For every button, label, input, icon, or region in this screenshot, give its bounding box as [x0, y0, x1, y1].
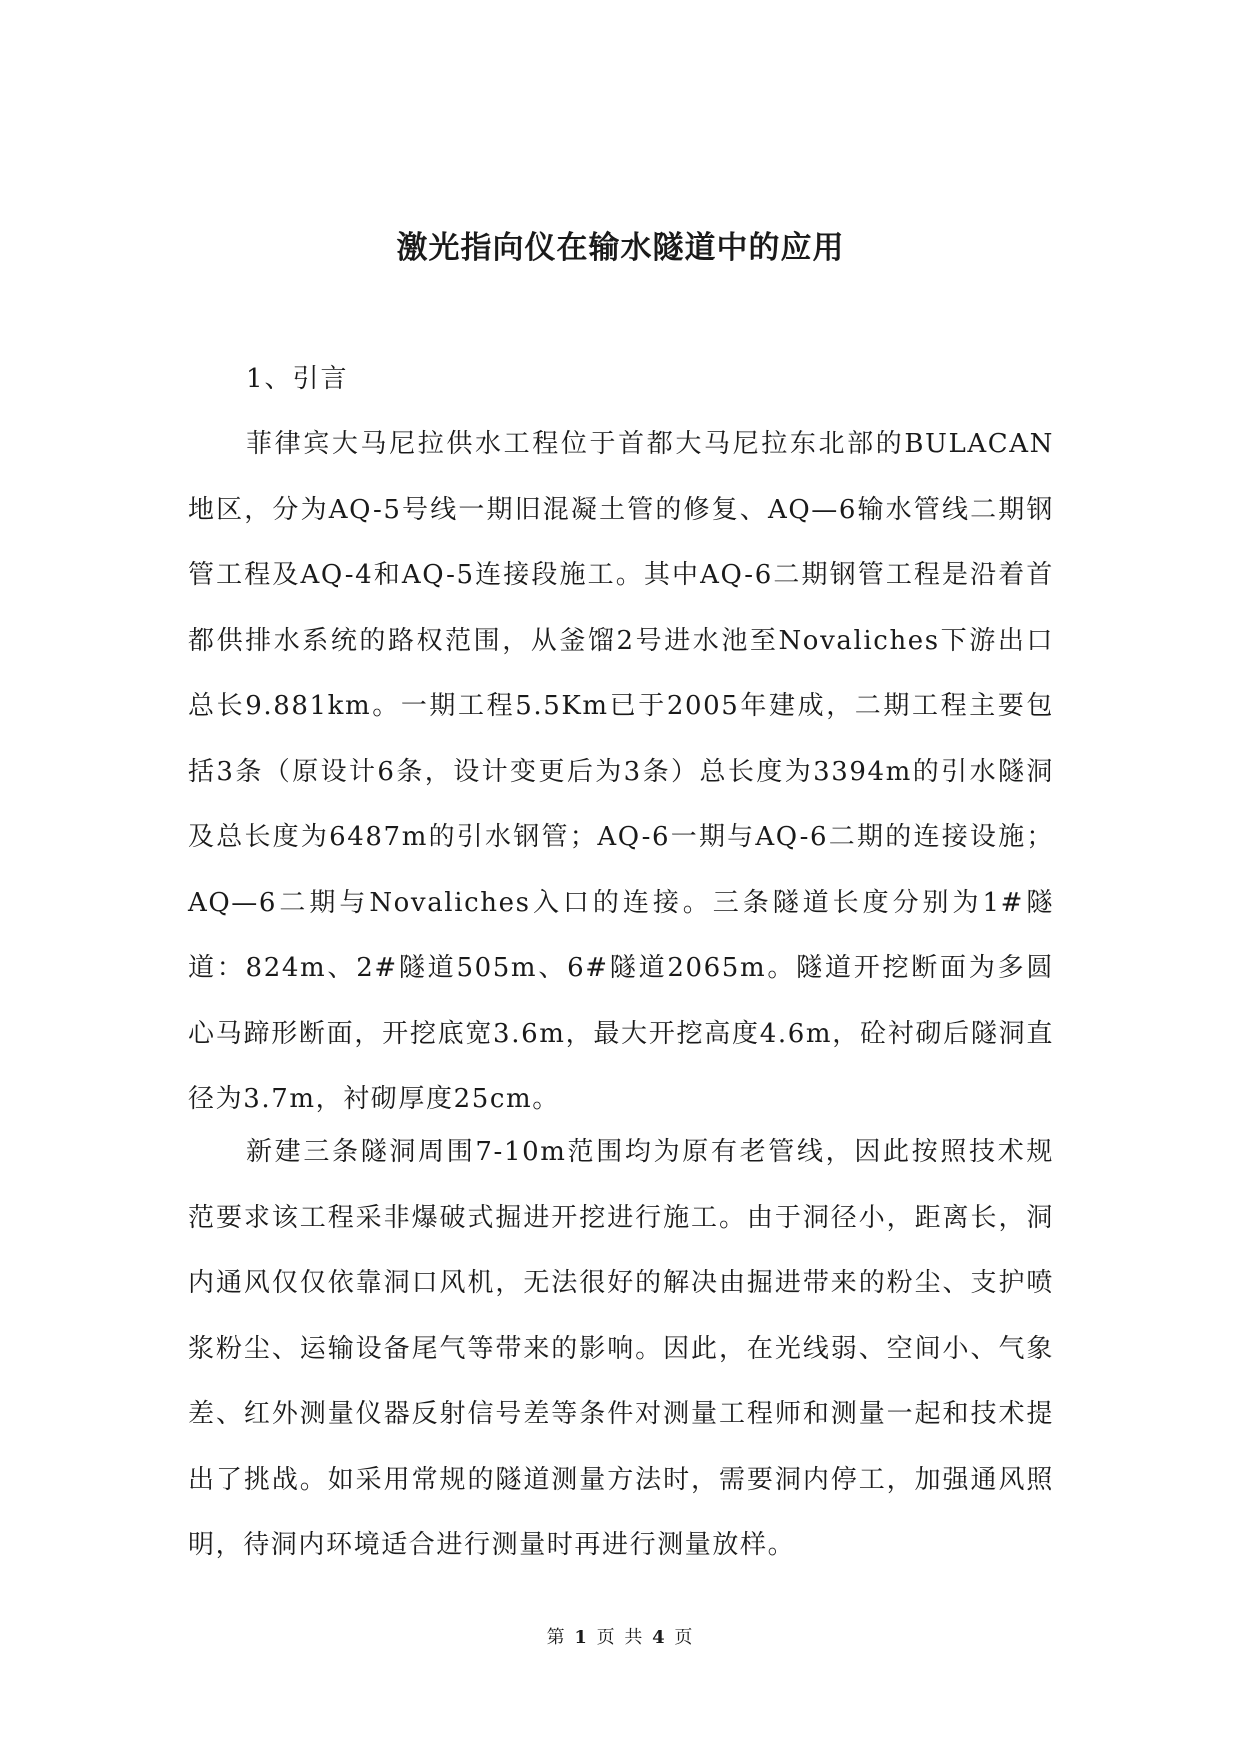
page-footer: [0, 1626, 1241, 1650]
section-heading: 1、引言: [246, 364, 349, 394]
footer-middle: 页 共: [596, 1627, 645, 1648]
footer-suffix: 页: [674, 1627, 695, 1648]
body-paragraph-2: 新建三条隧洞周围7-10m范围均为原有老管线，因此按照技术规范要求该工程采非爆破式掘进开挖进行施工。由于洞径小，距离长，洞内通风仅仅依靠洞口风机，无法很好的解决由掘进带来的粉尘、支护喷浆粉尘、运输设备尾气等带来的影响。因此，在光线弱、空间小、气象差、红外测量仪器反射信号差等条件对测量工程师和测量一起和技术提出了挑战。如采用常规的隧道测量方法时，需要洞内停工，加强通风照明，待洞内环境适合进行测量时再进行测量放样。: [188, 1137, 1054, 1560]
footer-prefix: 第: [546, 1627, 567, 1648]
document-title: 激光指向仪在输水隧道中的应用: [396, 230, 845, 266]
footer-current-page: 1: [574, 1627, 589, 1648]
footer-total-pages: 4: [652, 1627, 667, 1648]
body-paragraph-1: 菲律宾大马尼拉供水工程位于首都大马尼拉东北部的BULACAN地区，分为AQ-5号线一期旧混凝土管的修复、AQ—6输水管线二期钢管工程及AQ-4和AQ-5连接段施工。其中AQ-6二期钢管工程是沿着首都供排水系统的路权范围，从釜馏2号进水池至Novaliches下游出口总长9.881km。一期工程5.5Km已于2005年建成，二期工程主要包括3条（原设计6条，设计变更后为3条）总长度为3394m的引水隧洞及总长度为6487m的引水钢管；AQ-6一期与AQ-6二期的连接设施；AQ—6二期与Novaliches入口的连接。三条隧道长度分别为1#隧道：824m、2#隧道505m、6#隧道2065m。隧道开挖断面为多圆心马蹄形断面，开挖底宽3.6m，最大开挖高度4.6m，砼衬砌后隧洞直径为3.7m，衬砌厚度25cm。: [188, 429, 1054, 1114]
